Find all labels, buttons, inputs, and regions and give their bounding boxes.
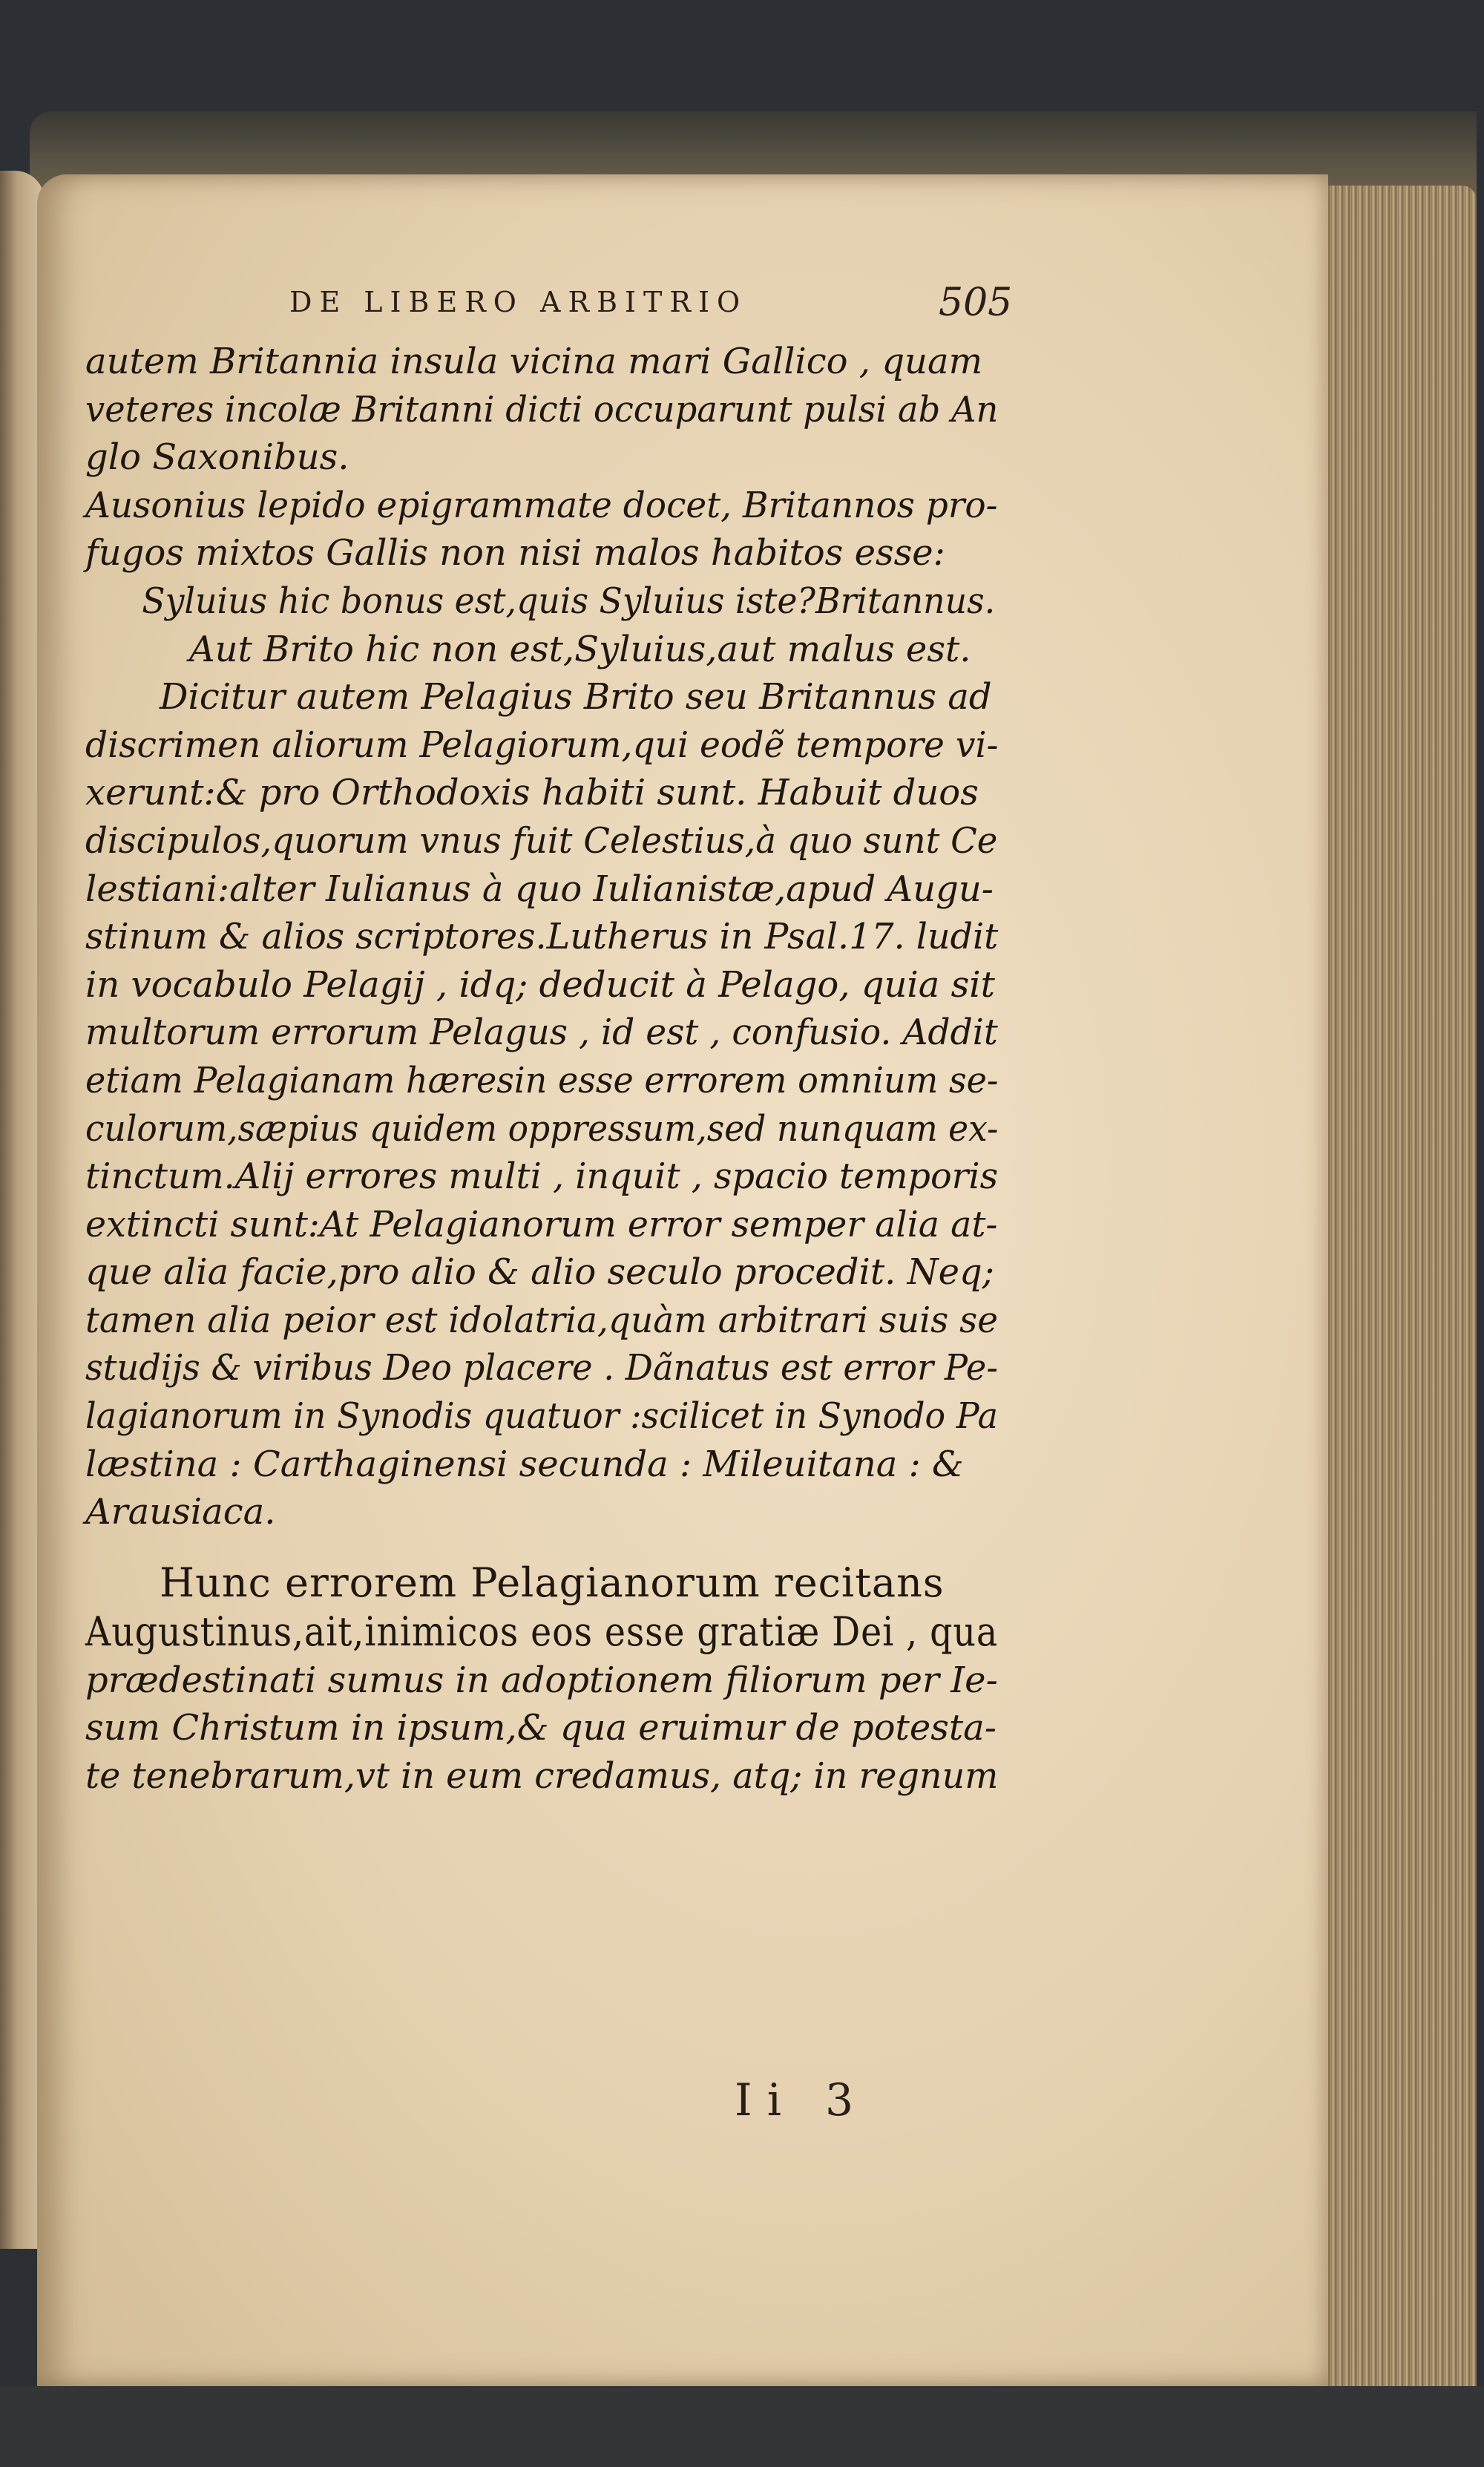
text-line: sum Christum in ipsum,& qua eruimur de potesta- — [85, 1707, 997, 1749]
text-line: lestiani:alter Iulianus à quo Iulianistæ,apud Augu- — [85, 868, 994, 910]
text-line: tinctum.Alij errores multi , inquit , spacio temporis — [85, 1156, 999, 1198]
text-line: multorum errorum Pelagus , id est , confusio. Addit — [85, 1012, 998, 1054]
text-line: que alia facie,pro alio & alio seculo procedit. Neq; — [85, 1251, 994, 1294]
text-line: in vocabulo Pelagij , idq; deducit à Pelago, quia sit — [85, 963, 995, 1006]
text-line: prædestinati sumus in adoptionem filiorum per Ie- — [85, 1659, 998, 1701]
page-number: 505 — [939, 281, 1013, 325]
signature-mark: Ii 3 — [735, 2074, 869, 2126]
text-line: discipulos,quorum vnus fuit Celestius,à quo sunt Ce — [85, 819, 998, 862]
text-line: glo Saxonibus. — [85, 436, 349, 479]
text-line: stinum & alios scriptores.Lutherus in Psal.17. ludit — [85, 916, 999, 958]
text-line: xerunt:& pro Orthodoxis habiti sunt. Habuit duos — [85, 772, 979, 814]
text-line: fugos mixtos Gallis non nisi malos habitos esse: — [85, 532, 945, 574]
text-line: te tenebrarum,vt in eum credamus, atq; in regnum — [85, 1755, 999, 1798]
running-head: DE LIBERO ARBITRIO — [289, 286, 748, 318]
text-line: studijs & viribus Deo placere . Dãnatus est error Pe- — [85, 1347, 998, 1389]
verse-line: Aut Brito hic non est,Syluius,aut malus est. — [189, 628, 971, 670]
text-block — [85, 338, 998, 1801]
text-line: discrimen aliorum Pelagiorum,qui eodẽ tempore vi- — [85, 724, 999, 766]
roman-line: Hunc errorem Pelagianorum recitans — [160, 1559, 945, 1606]
paragraph-gap — [85, 1536, 998, 1559]
text-line: Arausiaca. — [85, 1491, 276, 1533]
book-cover-bottom — [0, 2386, 1484, 2467]
text-line: culorum,sæpius quidem oppressum,sed nunquam ex- — [85, 1107, 999, 1150]
text-line: Ausonius lepido epigrammate docet, Britannos pro- — [85, 484, 998, 526]
text-line: læstina : Carthaginensi secunda : Mileuitana : & — [85, 1443, 964, 1485]
text-line: extincti sunt:At Pelagianorum error semper alia at- — [85, 1203, 998, 1245]
text-line: Dicitur autem Pelagius Brito seu Britannus ad — [160, 676, 992, 718]
text-line: autem Britannia insula vicina mari Gallico , quam — [85, 341, 983, 382]
verse-line: Syluius hic bonus est,quis Syluius iste?Britannus. — [142, 580, 996, 622]
text-line: tamen alia peior est idolatria,quàm arbitrari suis se — [85, 1299, 999, 1341]
text-line: veteres incolæ Britanni dicti occuparunt pulsi ab An — [85, 388, 999, 430]
roman-line: Augustinus,ait,inimicos eos esse gratiæ Dei , qua — [85, 1608, 999, 1655]
text-line: lagianorum in Synodis quatuor :scilicet in Synodo Pa — [85, 1395, 998, 1438]
text-line: etiam Pelagianam hæresin esse errorem omnium se- — [85, 1059, 999, 1101]
